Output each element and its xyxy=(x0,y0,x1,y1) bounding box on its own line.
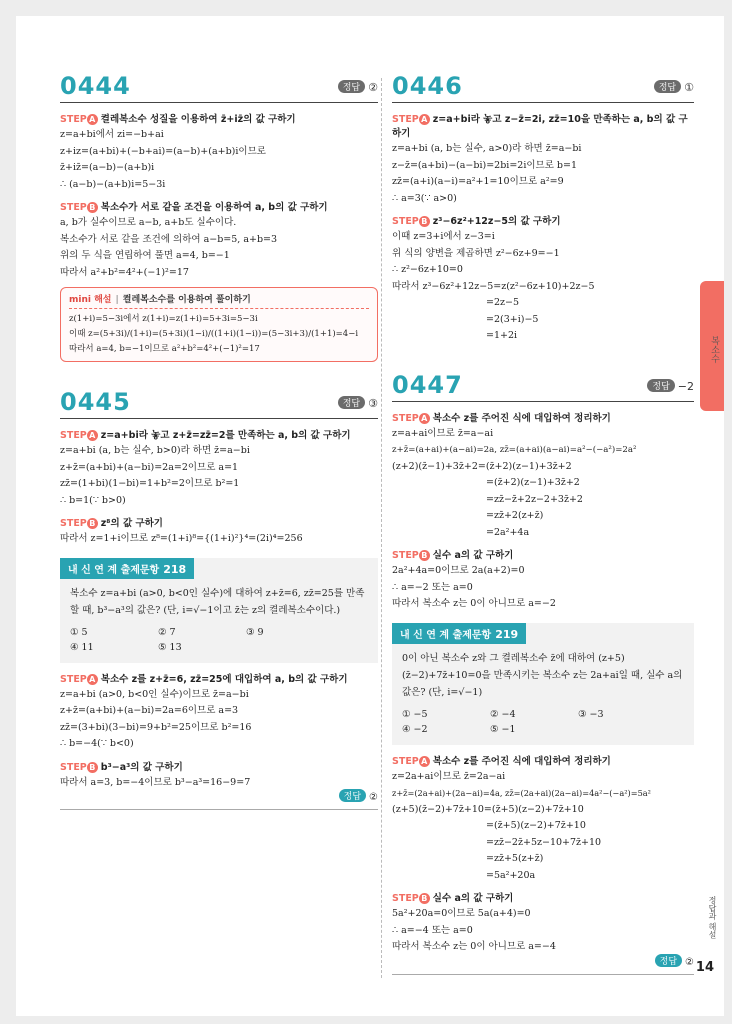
answer: 정답 ① xyxy=(654,80,694,94)
solution-line: (z+2)(z̄−1)+3z̄+2=(z̄+2)(z−1)+3z̄+2 xyxy=(392,460,572,472)
step-a: STEP A 복소수 z를 z+z̄=6, zz̄=25에 대입하여 a, b의 값 구하기 xyxy=(60,673,348,685)
solution-line: z+z̄=(a+bi)+(a−bi)=2a=6이므로 a=3 xyxy=(60,705,239,716)
solution-line: z=a+bi (a>0, b<0인 실수)이므로 z̄=a−bi xyxy=(60,688,249,700)
problem-number: 0445 xyxy=(60,388,131,416)
choice: ① −5 xyxy=(402,708,428,720)
solution-line: =zz̄−z̄+2z−2+3z̄+2 xyxy=(486,493,583,505)
solution-line: z+z̄=(a+ai)+(a−ai)=2a, zz̄=(a+ai)(a−ai)=a²−(−a²)=2a² xyxy=(392,445,637,455)
choice: ② −4 xyxy=(490,708,516,720)
solution-line: =1+2i xyxy=(486,330,518,341)
solution-line: =zz̄+2(z+z̄) xyxy=(486,510,544,521)
step-b: STEP B b³−a³의 값 구하기 xyxy=(60,761,183,773)
solution-line: 복소수가 서로 같을 조건에 의하여 a−b=5, a+b=3 xyxy=(60,233,278,245)
solution-line: z=2a+ai이므로 z̄=2a−ai xyxy=(392,770,506,782)
solution-line: z=a+ai이므로 z̄=a−ai xyxy=(392,427,494,439)
solution-line: =(z̄+5)(z−2)+7z̄+10 xyxy=(486,820,586,831)
solution-line: =2z−5 xyxy=(486,297,520,308)
solution-219 xyxy=(392,753,694,975)
solution-line: ∴ (a−b)−(a+b)i=5−3i xyxy=(60,178,166,190)
problem-0447 xyxy=(392,371,694,613)
chapter-tab-label: 복소수 xyxy=(709,336,719,363)
solution-line: zz̄=(3+bi)(3−bi)=9+b²=25이므로 b²=16 xyxy=(60,721,252,733)
solution-line: =(z̄+2)(z−1)+3z̄+2 xyxy=(486,477,580,488)
solution-line: z+z̄=(a+bi)+(a−bi)=2a=2이므로 a=1 xyxy=(60,461,239,473)
solution-line: 따라서 복소수 z는 0이 아니므로 a=−4 xyxy=(392,941,556,952)
choice: ① 5 xyxy=(70,626,88,638)
step-a: STEP A z=a+bi라 놓고 z+z̄=zz̄=2를 만족하는 a, b의 값 구하기 xyxy=(60,430,351,441)
solution-line: zz̄=(a+i)(a−i)=a²+1=10이므로 a²=9 xyxy=(392,176,564,187)
choice: ⑤ −1 xyxy=(490,723,516,735)
solution-line: 위의 두 식을 연립하여 풀면 a=4, b=−1 xyxy=(60,250,230,261)
problem-0445 xyxy=(60,388,378,548)
solution-line: ∴ a=3(∵ a>0) xyxy=(392,192,457,204)
question-text: 복소수 z=a+bi (a>0, b<0인 실수)에 대하여 z+z̄=6, zz̄=25를 만족할 때, b³−a³의 값은? (단, i=√−1이고 z̄는 z의 켤레복소수이다.) xyxy=(70,587,365,616)
problem-number: 0444 xyxy=(60,72,131,100)
solution-line: 이때 z=(5+3i)/(1+i)=(5+3i)(1−i)/((1+i)(1−i))=(5−3i+3)/(1+1)=4−i xyxy=(69,329,359,339)
solution-line: 따라서 a²+b²=4²+(−1)²=17 xyxy=(60,266,189,278)
side-label: 정답과 해설 xyxy=(708,896,717,939)
solution-line: =2a²+4a xyxy=(486,526,530,538)
problem-0446 xyxy=(392,72,694,345)
solution-line: =zz̄−2z̄+5z−10+7z̄+10 xyxy=(486,836,602,848)
solution-line: (z+5)(z̄−2)+7z̄+10=(z̄+5)(z−2)+7z̄+10 xyxy=(392,803,584,815)
solution-line: 위 식의 양변을 제곱하면 z²−6z+9=−1 xyxy=(392,247,560,259)
solution-line: ∴ z²−6z+10=0 xyxy=(392,264,463,275)
solution-line: z−z̄=(a+bi)−(a−bi)=2bi=2i이므로 b=1 xyxy=(392,159,578,171)
answer: 정답 ③ xyxy=(338,396,378,410)
problem-0444 xyxy=(60,72,378,362)
solution-line: z+iz=(a+bi)+(−b+ai)=(a−b)+(a+b)i이므로 xyxy=(60,145,266,157)
solution-line: ∴ b=1(∵ b>0) xyxy=(60,494,126,506)
answer: 정답 ② xyxy=(338,80,378,94)
solution-line: 따라서 a=3, b=−4이므로 b³−a³=16−9=7 xyxy=(60,776,251,788)
step-b: STEP B z³−6z²+12z−5의 값 구하기 xyxy=(392,216,561,227)
right-column xyxy=(392,72,694,975)
question-text: 0이 아닌 복소수 z와 그 켤레복소수 z̄에 대하여 (z+5)(z̄−2)+7z̄+10=0을 만족시키는 복소수 z는 2a+ai일 때, 실수 a의 값은? (단, i=√−1) xyxy=(402,652,683,698)
solution-line: 따라서 복소수 z는 0이 아니므로 a=−2 xyxy=(392,598,556,609)
solution-line: z=a+bi (a, b는 실수, b>0)라 하면 z̄=a−bi xyxy=(60,445,250,456)
step-a: STEP A 복소수 z를 주어진 식에 대입하여 정리하기 xyxy=(392,412,611,424)
answer: 정답 ② xyxy=(392,954,694,968)
solution-line: =zz̄+5(z+z̄) xyxy=(486,853,544,864)
mini-solution-box: mini 해설 | 켤레복소수를 이용하여 풀이하기 z(1+i)=5−3i에서 z(1+i)=z(1+i)=5+3i=5−3i 이때 z=(5+3i)/(1+i)=(5+3i)(1−i)/((1+i)(1−i))=(5−3i+3)/(1+1)=4−i 따라서 a=4, b=−1이므로 a²+b²=4²+(−1)²=17 xyxy=(60,287,378,362)
solution-line: z=a+bi에서 zi=−b+ai xyxy=(60,129,164,140)
solution-line: =5a²+20a xyxy=(486,869,536,881)
step-b: STEP B 실수 a의 값 구하기 xyxy=(392,893,514,904)
solution-line: ∴ a=−2 또는 a=0 xyxy=(392,581,473,593)
solution-line: z(1+i)=5−3i에서 z(1+i)=z(1+i)=5+3i=5−3i xyxy=(69,314,258,324)
solution-line: zz̄=(1+bi)(1−bi)=1+b²=2이므로 b²=1 xyxy=(60,478,240,489)
problem-number: 0446 xyxy=(392,72,463,100)
step-a: STEP A z=a+bi라 놓고 z−z̄=2i, zz̄=10을 만족하는 a, b의 값 구하기 xyxy=(392,114,688,139)
solution-218 xyxy=(60,671,378,811)
step-b: STEP B 복소수가 서로 같을 조건을 이용하여 a, b의 값 구하기 xyxy=(60,202,328,213)
step-a: STEP A 복소수 z를 주어진 식에 대입하여 정리하기 xyxy=(392,755,611,767)
step-b: STEP B 실수 a의 값 구하기 xyxy=(392,550,514,561)
page xyxy=(16,16,724,1016)
choice: ③ 9 xyxy=(246,626,264,638)
step-b: STEP B z⁸의 값 구하기 xyxy=(60,518,163,529)
solution-line: =2(3+i)−5 xyxy=(486,313,539,325)
solution-line: 이때 z=3+i에서 z−3=i xyxy=(392,231,495,242)
page-number: 14 xyxy=(695,960,714,975)
choice: ⑤ 13 xyxy=(158,641,182,653)
step-a: STEP A 켤레복소수 성질을 이용하여 z̄+iz̄의 값 구하기 xyxy=(60,114,296,125)
choices xyxy=(392,703,694,737)
choice: ④ 11 xyxy=(70,641,94,653)
related-question-219: 내 신 연 계 출제문항 219 0이 아닌 복소수 z와 그 켤레복소수 z̄에 대하여 (z+5)(z̄−2)+7z̄+10=0을 만족시키는 복소수 z는 2a+ai일 때, 실수 a의 값은? (단, i=√−1) ① −5 ② −4 ③ −3 ④ −2 ⑤ −1 xyxy=(392,623,694,745)
solution-line: ∴ b=−4(∵ b<0) xyxy=(60,738,134,749)
solution-line: z̄+iz̄=(a−b)−(a+b)i xyxy=(60,162,155,173)
related-question-218: 내 신 연 계 출제문항 218 복소수 z=a+bi (a>0, b<0인 실수)에 대하여 z+z̄=6, zz̄=25를 만족할 때, b³−a³의 값은? (단, i=√−1이고 z̄는 z의 켤레복소수이다.) ① 5 ② 7 ③ 9 ④ 11 ⑤ 13 xyxy=(60,558,378,663)
solution-line: 따라서 z³−6z²+12z−5=z(z²−6z+10)+2z−5 xyxy=(392,280,595,292)
problem-number: 0447 xyxy=(392,370,463,399)
solution-line: a, b가 실수이므로 a−b, a+b도 실수이다. xyxy=(60,217,237,228)
answer: 정답 ② xyxy=(60,789,378,803)
solution-line: 2a²+4a=0이므로 2a(a+2)=0 xyxy=(392,565,525,576)
solution-line: 따라서 z=1+i이므로 z⁸=(1+i)⁸={(1+i)²}⁴=(2i)⁴=256 xyxy=(60,533,303,544)
answer: 정답 −2 xyxy=(647,379,694,393)
solution-line: z=a+bi (a, b는 실수, a>0)라 하면 z̄=a−bi xyxy=(392,143,582,154)
solution-line: ∴ a=−4 또는 a=0 xyxy=(392,924,473,936)
solution-line: 따라서 a=4, b=−1이므로 a²+b²=4²+(−1)²=17 xyxy=(69,344,260,354)
solution-line: 5a²+20a=0이므로 5a(a+4)=0 xyxy=(392,908,531,919)
choice: ③ −3 xyxy=(578,708,604,720)
choice: ② 7 xyxy=(158,626,176,638)
left-column xyxy=(60,72,378,810)
choice: ④ −2 xyxy=(402,723,428,735)
column-divider xyxy=(381,78,382,978)
solution-line: z+z̄=(2a+ai)+(2a−ai)=4a, zz̄=(2a+ai)(2a−ai)=4a²−(−a²)=5a² xyxy=(392,788,651,798)
choices xyxy=(60,621,378,655)
